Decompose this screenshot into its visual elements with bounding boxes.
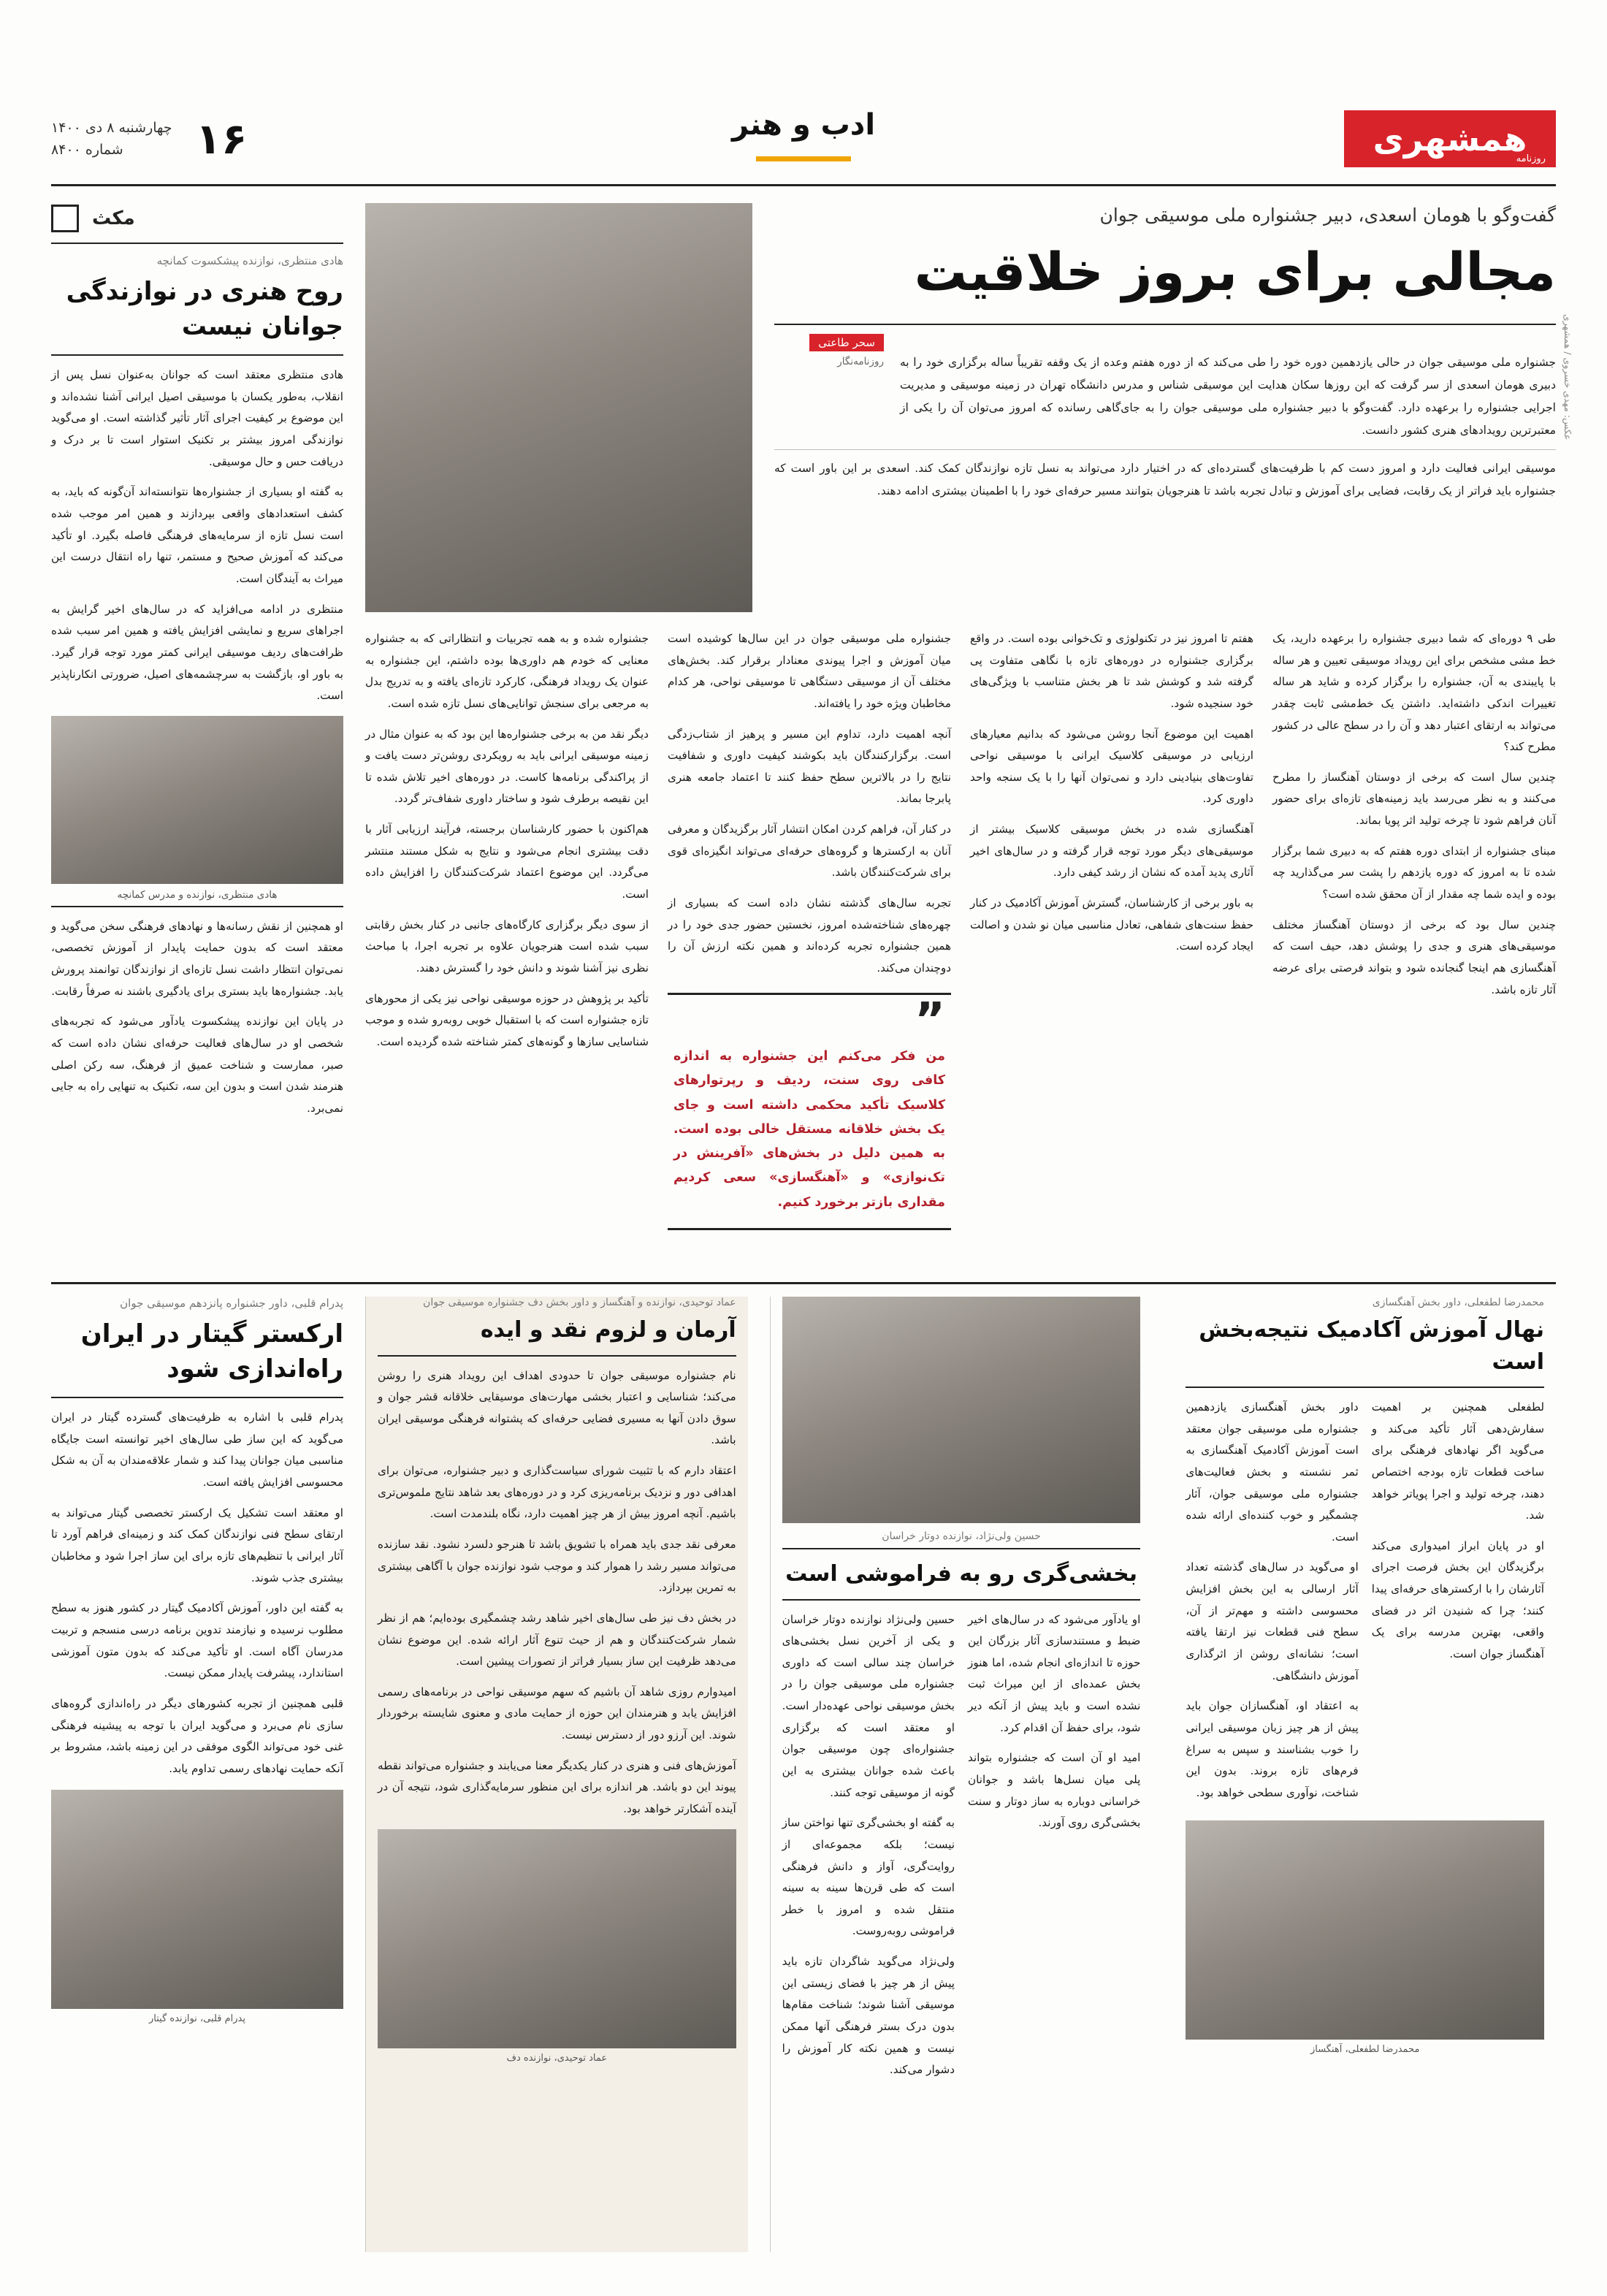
paragraph: منتظری در ادامه می‌افزاید که در سال‌های اخیر گرایش به اجراهای سریع و نمایشی افزایش یافته و همین امر سبب شده ظرافت‌های ردیف موسیقی ایرانی کمتر مورد توجه قرار گیرد. به باور او، بازگشت به سرچشمه‌های اصیل، ضرورتی انکارناپذیر است. (51, 602, 343, 703)
panel-body-col-2 (968, 1609, 1140, 2090)
mask-label: مکث (92, 207, 135, 229)
paragraph: لطفعلی همچنین بر اهمیت سفارش‌دهی آثار تأکید می‌کند و می‌گوید اگر نهادهای فرهنگی برای ساخت قطعات تازه بودجه اختصاص دهند، چرخه تولید و اجرا پویاتر خواهد شد. (1371, 1400, 1545, 1522)
divider (774, 449, 1556, 450)
guitar-article-headline: ارکستر گیتار در ایران راه‌اندازی شود (80, 1319, 343, 1384)
guitar-article (51, 1297, 343, 2252)
section-underline (756, 156, 851, 161)
paragraph: دیگر نقد من به برخی جشنواره‌ها این بود که به عنوان مثال در زمینه موسیقی ایرانی باید به رویکردی روشن‌تر دست یافت و از پراکندگی برنامه‌ها کاست. در دوره‌های اخیر تلاش شده تا این نقیصه برطرف شود و ساختار داوری شفاف‌تر گردد. (365, 727, 649, 806)
main-article-kicker: گفت‌وگو با هومان اسعدی، دبیر جشنواره ملی موسیقی جوان (1099, 205, 1556, 226)
divider (774, 324, 1556, 325)
body-column-4 (1272, 628, 1556, 1264)
panel-lotfali (1174, 1297, 1556, 2252)
paragraph: به گفته این داور، آموزش آکادمیک گیتار در کشور هنوز به سطح مطلوب نرسیده و نیازمند تدوین برنامه درسی منسجم و تربیت مدرسان آگاه است. او تأکید می‌کند که بدون متون آموزشی استاندارد، پیشرفت پایدار ممکن نیست. (51, 1601, 343, 1680)
panel-toohidi (365, 1297, 748, 2252)
guitar-article-photo-caption: پدرام قلبی، نوازنده گیتار (149, 2013, 245, 2025)
page-number: ۱۶ (195, 114, 248, 164)
left-article-photo (51, 716, 343, 884)
section-divider (51, 1282, 1556, 1284)
paragraph: در کنار آن، فراهم کردن امکان انتشار آثار برگزیدگان و معرفی آنان به ارکسترها و گروه‌های حرفه‌ای می‌تواند انگیزه‌ای قوی برای شرکت‌کنندگان باشد. (668, 823, 951, 880)
panel-body-col-1 (1186, 1397, 1358, 1813)
mask-box (51, 205, 343, 244)
panel-headline: نهال آموزش آکادمیک نتیجه‌بخش است (1199, 1317, 1545, 1375)
panel-body-col-1 (782, 1609, 955, 2090)
panel-kicker: عماد توحیدی، نوازنده و آهنگساز و داور بخش دف جشنواره موسیقی جوان (423, 1297, 736, 1308)
section-title: ادب و هنر (731, 108, 876, 142)
bottom-panels (365, 1297, 1556, 2252)
body-column-2 (668, 628, 951, 1264)
paragraph: معرفی نقد جدی باید همراه با تشویق باشد تا هنرجو دلسرد نشود. نقد سازنده می‌تواند مسیر رشد را هموار کند و موجب شود نوازنده جوان با آگاهی بیشتری به تمرین بپردازد. (378, 1537, 736, 1595)
divider (782, 1599, 1141, 1601)
issue-date: چهارشنبه ۸ دی ۱۴۰۰ (51, 119, 172, 136)
byline-name: سحر طاعتی (809, 334, 884, 351)
paragraph: هم‌اکنون با حضور کارشناسان برجسته، فرآیند ارزیابی آثار با دقت بیشتری انجام می‌شود و نتایج به شکل مستند منتشر می‌گردد. این موضوع اعتماد شرکت‌کنندگان را افزایش داده است. (365, 823, 649, 901)
left-article-kicker: هادی منتظری، نوازنده پیشکسوت کمانچه (156, 254, 343, 267)
paragraph: در بخش دف نیز طی سال‌های اخیر شاهد رشد چشمگیری بوده‌ایم؛ هم از نظر شمار شرکت‌کنندگان و هم از حیث تنوع آثار ارائه شده. این موضوع نشان می‌دهد ظرفیت این ساز بسیار فراتر از تصورات پیشین است. (378, 1611, 736, 1668)
photo-credit-rail: عکس: مهدی خسروی / همشهری (1562, 314, 1573, 440)
guitar-article-kicker: پدرام قلبی، داور جشنواره پانزدهم موسیقی جوان (120, 1297, 343, 1310)
paragraph: امید او آن است که جشنواره بتواند پلی میان نسل‌ها باشد و جوانان خراسانی دوباره به ساز دوتار و سنت بخشی‌گری روی آورند. (968, 1751, 1141, 1830)
panel-headline: بخشی‌گری رو به فراموشی است (785, 1561, 1137, 1587)
paragraph: هادی منتظری معتقد است که جوانان به‌عنوان نسل پس از انقلاب، به‌طور یکسان با موسیقی اصیل ایرانی آشنا نشده‌اند و این موضوع بر کیفیت اجرای آثار تأثیر گذاشته است. او می‌گوید نوازندگی امروز بیشتر بر تکنیک استوار است تا بر درک و دریافت حس و حال موسیقی. (51, 368, 343, 468)
pullquote-text: من فکر می‌کنم این جشنواره به اندازه کافی روی سنت، ردیف و رپرتوارهای کلاسیک تأکید محکمی داشته است و جای یک بخش خلاقانه مستقل خالی بوده است. به همین دلیل در بخش‌های «آفرینش در تک‌نوازی» و «آهنگسازی» سعی کردیم مقداری بازتر برخورد کنیم. (673, 1049, 945, 1210)
paragraph: آهنگسازی شده در بخش موسیقی کلاسیک بیشتر از موسیقی‌های دیگر مورد توجه قرار گرفته و در سال‌های اخیر آثاری پدید آمده که نشان از رشد کیفی دارد. (970, 823, 1253, 880)
byline-role: روزنامه‌نگار (837, 356, 884, 367)
panel-photo-caption: عماد توحیدی، نوازنده دف (506, 2052, 608, 2064)
panel-photo (378, 1829, 736, 2048)
divider (51, 354, 343, 356)
paragraph: اعتقاد دارم که با تثبیت شورای سیاست‌گذاری و دبیر جشنواره، می‌توان برای اهدافی دور و نزدیک برنامه‌ریزی کرد و در دوره‌های بعد شاهد نتایج ملموس‌تری باشیم. آنچه امروز بیش از هر چیز اهمیت دارد، نگاه بلندمدت است. (378, 1464, 736, 1521)
paragraph: او معتقد است تشکیل یک ارکستر تخصصی گیتار می‌تواند به ارتقای سطح فنی نوازندگان کمک کند و زمینه‌ای فراهم آورد تا آثار ایرانی با تنظیم‌های تازه برای این ساز اجرا شود و مخاطبان بیشتری جذب شوند. (51, 1506, 343, 1584)
paragraph: جشنواره ملی موسیقی جوان در این سال‌ها کوشیده است میان آموزش و اجرا پیوندی معنادار برقرار کند. بخش‌های مختلف آن از موسیقی دستگاهی تا موسیقی نواحی، هر کدام مخاطبان ویژه خود را یافته‌اند. (668, 632, 951, 710)
panel-photo-caption: محمدرضا لطفعلی، آهنگساز (1310, 2043, 1420, 2055)
paragraph: تأکید بر پژوهش در حوزه موسیقی نواحی نیز یکی از محورهای تازه جشنواره است که با استقبال خوبی روبه‌رو شده و موجب شناسایی سازها و گونه‌های کمتر شناخته شده گردیده است. (365, 991, 649, 1048)
paragraph: به باور برخی از کارشناسان، گسترش آموزش آکادمیک در کنار حفظ سنت‌های شفاهی، تعادل مناسبی میان نو شدن و اصالت ایجاد کرده است. (970, 896, 1253, 953)
paragraph: به گفته او بخشی‌گری تنها نواختن ساز نیست؛ بلکه مجموعه‌ای از روایت‌گری، آواز و دانش فرهنگی است که طی قرن‌ها سینه به سینه منتقل شده و امروز با خطر فراموشی روبه‌روست. (782, 1816, 955, 1938)
panel-kicker: حسین ولی‌نژاد، نوازنده دوتار خراسان (782, 1530, 1141, 1549)
main-article-headline: مجالی برای بروز خلاقیت (914, 241, 1556, 302)
main-article-body (365, 628, 1556, 1264)
left-article-body-cont (51, 916, 343, 1120)
paragraph: هفتم تا امروز نیز در تکنولوژی و تک‌خوانی بوده است. در واقع برگزاری جشنواره در دوره‌های تازه با نگاهی متفاوت پی گرفته شد و کوشش شد تا هر بخش متناسب با ویژگی‌های خود سنجیده شود. (970, 632, 1253, 710)
paragraph: اهمیت این موضوع آنجا روشن می‌شود که بدانیم معیارهای ارزیابی در موسیقی کلاسیک ایرانی با موسیقی نواحی تفاوت‌های بنیادینی دارد و نمی‌توان آنها را با یک سنجه واحد داوری کرد. (970, 727, 1253, 806)
guitar-article-body (51, 1407, 343, 1780)
paragraph: طی ۹ دوره‌ای که شما دبیری جشنواره را برعهده دارید، یک خط مشی مشخص برای این رویداد موسیقی تعیین و هر ساله با پایبندی به آن، جشنواره را برگزار کرده و شاید هر ساله تغییرات اندکی داشته‌اید. داشتن یک خط‌مشی ثابت چقدر می‌تواند به ارتقای اعتبار دهد و آن را در سطح عالی در کشور مطرح کند؟ (1272, 632, 1556, 754)
paragraph: پدرام قلبی با اشاره به ظرفیت‌های گسترده گیتار در ایران می‌گوید که این ساز طی سال‌های اخیر توانسته است جایگاه مناسبی میان جوانان پیدا کند و شمار علاقه‌مندان به آن به شکل محسوسی افزایش یافته است. (51, 1411, 343, 1490)
paragraph: آنچه اهمیت دارد، تداوم این مسیر و پرهیز از شتاب‌زدگی است. برگزارکنندگان باید بکوشند کیفیت داوری و شفافیت نتایج را در بالاترین سطح حفظ کنند تا اعتماد جامعه هنری پابرجا بماند. (668, 727, 951, 806)
logo-subtext: روزنامه (1516, 153, 1546, 164)
main-article-lede: جشنواره ملی موسیقی جوان در حالی یازدهمین دوره خود را طی می‌کند که از دوره هفتم وعده از یک وقفه تقریباً ساله برگزاری خود را به دبیری هومان اسعدی از سر گرفت که این روزها سکان هدایت این موسیقی شناس و مدرس دانشگاه تهران در زمینه موسیقی و مدیریت اجرایی جشنواره را برعهده دارد. گفت‌وگو با دبیر جشنواره ملی موسیقی جوان را به جای‌گاهی رسانده که امروز می‌توان آن را یکی از معتبرترین رویدادهای هنری کشور دانست. (900, 356, 1556, 437)
main-article-lede-2: موسیقی ایرانی فعالیت دارد و امروز دست کم با ظرفیت‌های گسترده‌ای که در اختیار دارد می‌تواند به نسل تازه نوازندگان کمک کند. اسعدی بر این باور است که جشنواره باید فراتر از یک رقابت، فضایی برای آموزش و تبادل تجربه باشد تا هنرجویان بتوانند مسیر حرفه‌ای خود را با اطمینان بیشتری ادامه دهند. (774, 462, 1556, 497)
paragraph: آموزش‌های فنی و هنری در کنار یکدیگر معنا می‌یابند و جشنواره می‌تواند نقطه پیوند این دو باشد. هر اندازه برای این منظور سرمایه‌گذاری شود، نتیجه آن در آینده آشکارتر خواهد بود. (378, 1758, 736, 1816)
paragraph: چندین سال بود که برخی از دوستان آهنگساز مختلف موسیقی‌های هنری و جدی را پوشش دهد، حیف است که آهنگسازی هم اینجا گنجانده شود و بتواند فرصتی برای عرضه آثار تازه باشد. (1272, 918, 1556, 996)
left-article-headline: روح هنری در نوازندگی جوانان نیست (66, 277, 343, 341)
panel-valinejad (770, 1297, 1153, 2252)
interview-hero-photo (365, 203, 752, 612)
issue-number: شماره ۸۴۰۰ (51, 142, 123, 158)
guitar-article-photo (51, 1790, 343, 2009)
panel-kicker: محمدرضا لطفعلی، داور بخش آهنگسازی (1372, 1297, 1545, 1308)
paragraph: مبنای جشنواره از ابتدای دوره هفتم که به دبیری شما برگزار شده تا به امروز که دوره یازدهم را پشت سر می‌گذارید چه بوده و ایده شما چه مقدار از آن محقق شده است؟ (1272, 844, 1556, 901)
left-sidebar-article (51, 205, 343, 1264)
logo-text: همشهری (1373, 119, 1527, 159)
paragraph: امیدوارم روزی شاهد آن باشیم که سهم موسیقی نواحی در برنامه‌های رسمی افزایش یابد و هنرمندان این حوزه از حمایت مادی و معنوی شایسته برخوردار شوند. این آرزو دور از دسترس نیست. (378, 1685, 736, 1742)
paragraph: از سوی دیگر برگزاری کارگاه‌های جانبی در کنار بخش رقابتی سبب شده است هنرجویان علاوه بر تجربه اجرا، با مباحث نظری نیز آشنا شوند و دانش خود را گسترش دهند. (365, 918, 649, 975)
paragraph: حسین ولی‌نژاد نوازنده دوتار خراسان و یکی از آخرین نسل بخشی‌های خراسان چند سالی است که داوری جشنواره ملی موسیقی جوان را در بخش موسیقی نواحی عهده‌دار است. او معتقد است که برگزاری جشنواره‌ای چون موسیقی جوان باعث شده جوانان بیشتری به این گونه از موسیقی توجه کنند. (782, 1612, 955, 1799)
paragraph: او در پایان ابراز امیدواری می‌کند برگزیدگان این بخش فرصت اجرای آثارشان را با ارکسترهای حرفه‌ای پیدا کنند؛ چرا که شنیدن اثر در فضای واقعی، بهترین مدرسه برای یک آهنگساز جوان است. (1371, 1538, 1545, 1661)
issue-info (51, 117, 172, 161)
panel-photo (782, 1297, 1141, 1523)
divider (1186, 1387, 1544, 1388)
paragraph: تجربه سال‌های گذشته نشان داده است که بسیاری از چهره‌های شناخته‌شده امروز، نخستین حضور جدی خود را در همین جشنواره تجربه کرده‌اند و همین نکته ارزش آن را دوچندان می‌کند. (668, 896, 951, 975)
left-article-photo-caption: هادی منتظری، نوازنده و مدرس کمانچه (51, 884, 343, 907)
newspaper-logo (1344, 110, 1556, 167)
paragraph: ولی‌نژاد می‌گوید شاگردان تازه باید پیش از هر چیز با فضای زیستی این موسیقی آشنا شوند؛ شناخت مقام‌ها بدون درک بستر فرهنگی آنها ممکن نیست و همین نکته کار آموزش را دشوار می‌کند. (782, 1955, 955, 2077)
quote-mark-icon: ” (914, 993, 945, 1048)
paragraph: چندین سال است که برخی از دوستان آهنگساز را مطرح می‌کنند و به نظر می‌رسد باید زمینه‌های تازه‌ای برای حضور آنان فراهم شود تا چرخه تولید اثر پویا بماند. (1272, 770, 1556, 828)
paragraph: داور بخش آهنگسازی یازدهمین جشنواره ملی موسیقی جوان معتقد است آموزش آکادمیک آهنگسازی به ثمر نشسته و بخش فعالیت‌های جشنواره ملی موسیقی جوان، آثار چشمگیر و خوب کننده‌ای ارائه شده است. (1186, 1400, 1359, 1544)
header-divider (51, 184, 1556, 186)
paragraph: به اعتقاد او، آهنگسازان جوان باید پیش از هر چیز زبان موسیقی ایرانی را خوب بشناسند و سپس به سراغ فرم‌های تازه بروند. بدون این شناخت، نوآوری سطحی خواهد بود. (1186, 1699, 1359, 1799)
paragraph: او یادآور می‌شود که در سال‌های اخیر ضبط و مستندسازی آثار بزرگان این حوزه تا اندازه‌ای انجام شده، اما هنوز بخش عمده‌ای از این میراث ثبت نشده است و باید پیش از آنکه دیر شود، برای حفظ آن اقدام کرد. (968, 1612, 1141, 1734)
panel-body-col-2 (1372, 1397, 1544, 1813)
panel-photo (1186, 1820, 1544, 2040)
panel-headline: آرمان و لزوم نقد و ایده (480, 1317, 736, 1343)
paragraph: جشنواره شده و به همه تجربیات و انتظاراتی که به جشنواره معنایی که خودم هم داوری‌ها بوده داشتم، این جشنواره به عنوان یک رویداد فرهنگی، کارکرد تازه‌ای یافته و به تدریج بدل به مرجعی برای سنجش توانایی‌های نسل تازه شده است. (365, 632, 649, 710)
paragraph: او همچنین از نقش رسانه‌ها و نهادهای فرهنگی سخن می‌گوید و معتقد است که بدون حمایت پایدار از آموزش تخصصی، نمی‌توان انتظار داشت نسل تازه‌ای از نوازندگان توانمند پرورش یابد. جشنواره‌ها باید بستری برای یادگیری باشند نه صرفاً رقابت. (51, 919, 343, 998)
body-column-3 (970, 628, 1253, 1264)
paragraph: در پایان این نوازنده پیشکسوت یادآور می‌شود که تجربه‌های شخصی او در سال‌های فعالیت حرفه‌ای نشان داده است که صبر، ممارست و شناخت عمیق از فرهنگ، سه رکن اصلی هنرمند شدن است و بدون این سه، تکنیک به تنهایی راه به جایی نمی‌برد. (51, 1015, 343, 1115)
panel-body (378, 1365, 736, 1820)
divider (51, 1397, 343, 1398)
main-article-header (774, 205, 1556, 614)
paragraph: نام جشنواره موسیقی جوان تا حدودی اهداف این رویداد هنری را روشن می‌کند؛ شناسایی و اعتبار بخشی مهارت‌های موسیقایی خلاقانه قشر جوان و سوق دادن آنها به مسیری فضایی حرفه‌ای که پشتوانه فرهنگی موسیقی ایران باشد. (378, 1368, 736, 1447)
paragraph: او می‌گوید در سال‌های گذشته تعداد آثار ارسالی به این بخش افزایش محسوسی داشته و مهم‌تر از آن، سطح فنی قطعات نیز ارتقا یافته است؛ نشانه‌ای روشن از اثرگذاری آموزش دانشگاهی. (1186, 1560, 1359, 1682)
body-column-1 (365, 628, 649, 1264)
left-article-body (51, 365, 343, 707)
divider (378, 1355, 736, 1357)
paragraph: به گفته او بسیاری از جشنواره‌ها نتوانسته‌اند آن‌گونه که باید، به کشف استعدادهای واقعی بپردازند و همین امر موجب شده است نسل تازه از سرمایه‌های فرهنگی فاصله بگیرد. او تأکید می‌کند که آموزش صحیح و مستمر، تنها راه انتقال درست این میراث به آیندگان است. (51, 485, 343, 585)
paragraph: قلبی همچنین از تجربه کشورهای دیگر در راه‌اندازی گروه‌های سازی نام می‌برد و می‌گوید ایران با توجه به پیشینه فرهنگی غنی خود می‌تواند الگوی موفقی در این زمینه باشد، مشروط بر آنکه حمایت نهادهای رسمی تداوم یابد. (51, 1696, 343, 1775)
mask-square-icon (51, 205, 79, 232)
pullquote (668, 993, 951, 1230)
